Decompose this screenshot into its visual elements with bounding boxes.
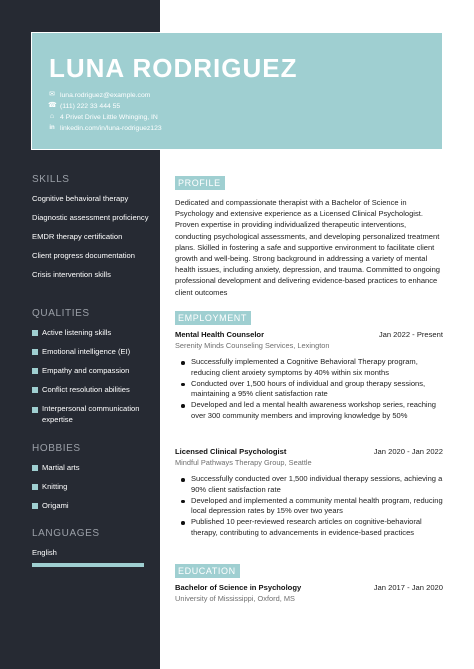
job-company: Mindful Pathways Therapy Group, Seattle — [175, 458, 312, 467]
hobby-item — [32, 482, 152, 493]
education-entry — [175, 583, 443, 603]
job-bullet: Successfully implemented a Cognitive Behavioral Therapy program, reducing client anxiety symptoms by 40% within six months — [179, 357, 443, 378]
square-bullet-icon — [32, 407, 38, 413]
square-bullet-icon — [32, 349, 38, 355]
phone-icon: ☎ — [48, 102, 57, 110]
quality-text: Active listening skills — [42, 328, 112, 337]
job-bullet: Developed and implemented a community mental health program, reducing local depression rates by 15% over two years — [179, 496, 443, 517]
job-entry — [175, 447, 443, 539]
square-bullet-icon — [32, 503, 38, 509]
skill-item: Diagnostic assessment proficiency — [32, 213, 149, 223]
hobby-text: Origami — [42, 501, 69, 511]
quality-item — [32, 385, 152, 396]
job-bullets — [175, 357, 443, 422]
job-title: Mental Health Counselor — [175, 330, 265, 339]
job-title: Licensed Clinical Psychologist — [175, 447, 287, 456]
job-bullet: Conducted over 1,500 hours of individual and group therapy sessions, maintaining a 95% client satisfaction rate — [179, 379, 443, 400]
job-bullet: Successfully conducted over 1,500 individual therapy sessions, achieving a 90% client satisfaction rate — [179, 474, 443, 495]
education-dates: Jan 2017 - Jan 2020 — [373, 583, 443, 592]
quality-text: Conflict resolution abilities — [42, 385, 130, 395]
quality-item — [32, 328, 152, 339]
hobby-text: Martial arts — [42, 463, 80, 472]
hobby-item — [32, 501, 152, 512]
contact-address-text: 4 Privet Drive Little Whinging, IN — [60, 113, 158, 121]
contact-email[interactable] — [48, 90, 162, 101]
job-dates: Jan 2020 - Jan 2022 — [373, 447, 443, 456]
profile-section — [175, 173, 443, 298]
job-dates: Jan 2022 - Present — [378, 330, 443, 339]
contact-list — [48, 90, 162, 134]
school-name: University of Mississippi, Oxford, MS — [175, 594, 295, 603]
square-bullet-icon — [32, 368, 38, 374]
skills-title: SKILLS — [32, 174, 70, 185]
quality-item — [32, 366, 152, 377]
header-banner — [31, 32, 443, 150]
square-bullet-icon — [32, 465, 38, 471]
skill-item: Cognitive behavioral therapy — [32, 194, 129, 203]
languages-title: LANGUAGES — [32, 528, 100, 539]
hobby-text: Knitting — [42, 482, 68, 492]
contact-linkedin[interactable] — [48, 123, 162, 134]
education-section — [175, 561, 443, 603]
employment-section — [175, 308, 443, 537]
skills-section — [32, 174, 152, 289]
qualities-section — [32, 308, 152, 434]
hobbies-section — [32, 443, 152, 520]
quality-item — [32, 347, 152, 358]
hobby-item — [32, 463, 152, 474]
envelope-icon: ✉ — [49, 91, 55, 99]
skill-item: Client progress documentation — [32, 251, 135, 261]
contact-phone-text: (111) 222 33 444 55 — [60, 102, 121, 110]
square-bullet-icon — [32, 330, 38, 336]
square-bullet-icon — [32, 387, 38, 393]
quality-item — [32, 404, 152, 425]
job-entry — [175, 330, 443, 422]
quality-text: Interpersonal communication expertise — [42, 404, 140, 424]
contact-email-text: luna.rodriguez@example.com — [60, 91, 151, 99]
employment-title: EMPLOYMENT — [175, 311, 251, 325]
contact-address — [48, 112, 162, 123]
contact-phone[interactable] — [48, 101, 162, 112]
skill-item: EMDR therapy certification — [32, 232, 123, 242]
profile-title: PROFILE — [175, 176, 225, 190]
candidate-name: LUNA RODRIGUEZ — [49, 53, 298, 83]
job-bullets — [175, 474, 443, 539]
language-level-bar — [32, 563, 144, 567]
linkedin-icon: in — [49, 125, 55, 132]
quality-text: Empathy and compassion — [42, 366, 130, 376]
home-icon: ⌂ — [49, 113, 55, 121]
skill-item: Crisis intervention skills — [32, 270, 111, 280]
degree-title: Bachelor of Science in Psychology — [175, 583, 302, 592]
quality-text: Emotional intelligence (EI) — [42, 347, 131, 357]
square-bullet-icon — [32, 484, 38, 490]
language-item: English — [32, 548, 57, 557]
profile-summary: Dedicated and compassionate therapist with a Bachelor of Science in Psychology and extensive experience as a Licensed Clinical Psychologist. Proven expertise in providing individualized therapeutic interventions, conducting psychological assessments, and developing personalized treatment plans. Skilled in fostering a safe and supportive environment to facilitate client growth and well-being. Strong background in addressing a variety of mental health issues, including anxiety, depression, and trauma. Committed to ongoing professional development and delivering evidence-based practices to enhance client outcomes — [175, 198, 440, 297]
qualities-title: QUALITIES — [32, 308, 90, 319]
hobbies-title: HOBBIES — [32, 443, 81, 454]
job-bullet: Developed and led a mental health awareness workshop series, reaching over 300 community members and improving knowledge by 50% — [179, 400, 443, 421]
languages-section — [32, 528, 152, 567]
contact-linkedin-text: linkedin.com/in/luna-rodriguez123 — [60, 124, 162, 132]
education-title: EDUCATION — [175, 564, 240, 578]
job-company: Serenity Minds Counseling Services, Lexington — [175, 341, 330, 350]
job-bullet: Published 10 peer-reviewed research articles on cognitive-behavioral therapy, contributing to advancements in evidence-based practices — [179, 517, 443, 538]
